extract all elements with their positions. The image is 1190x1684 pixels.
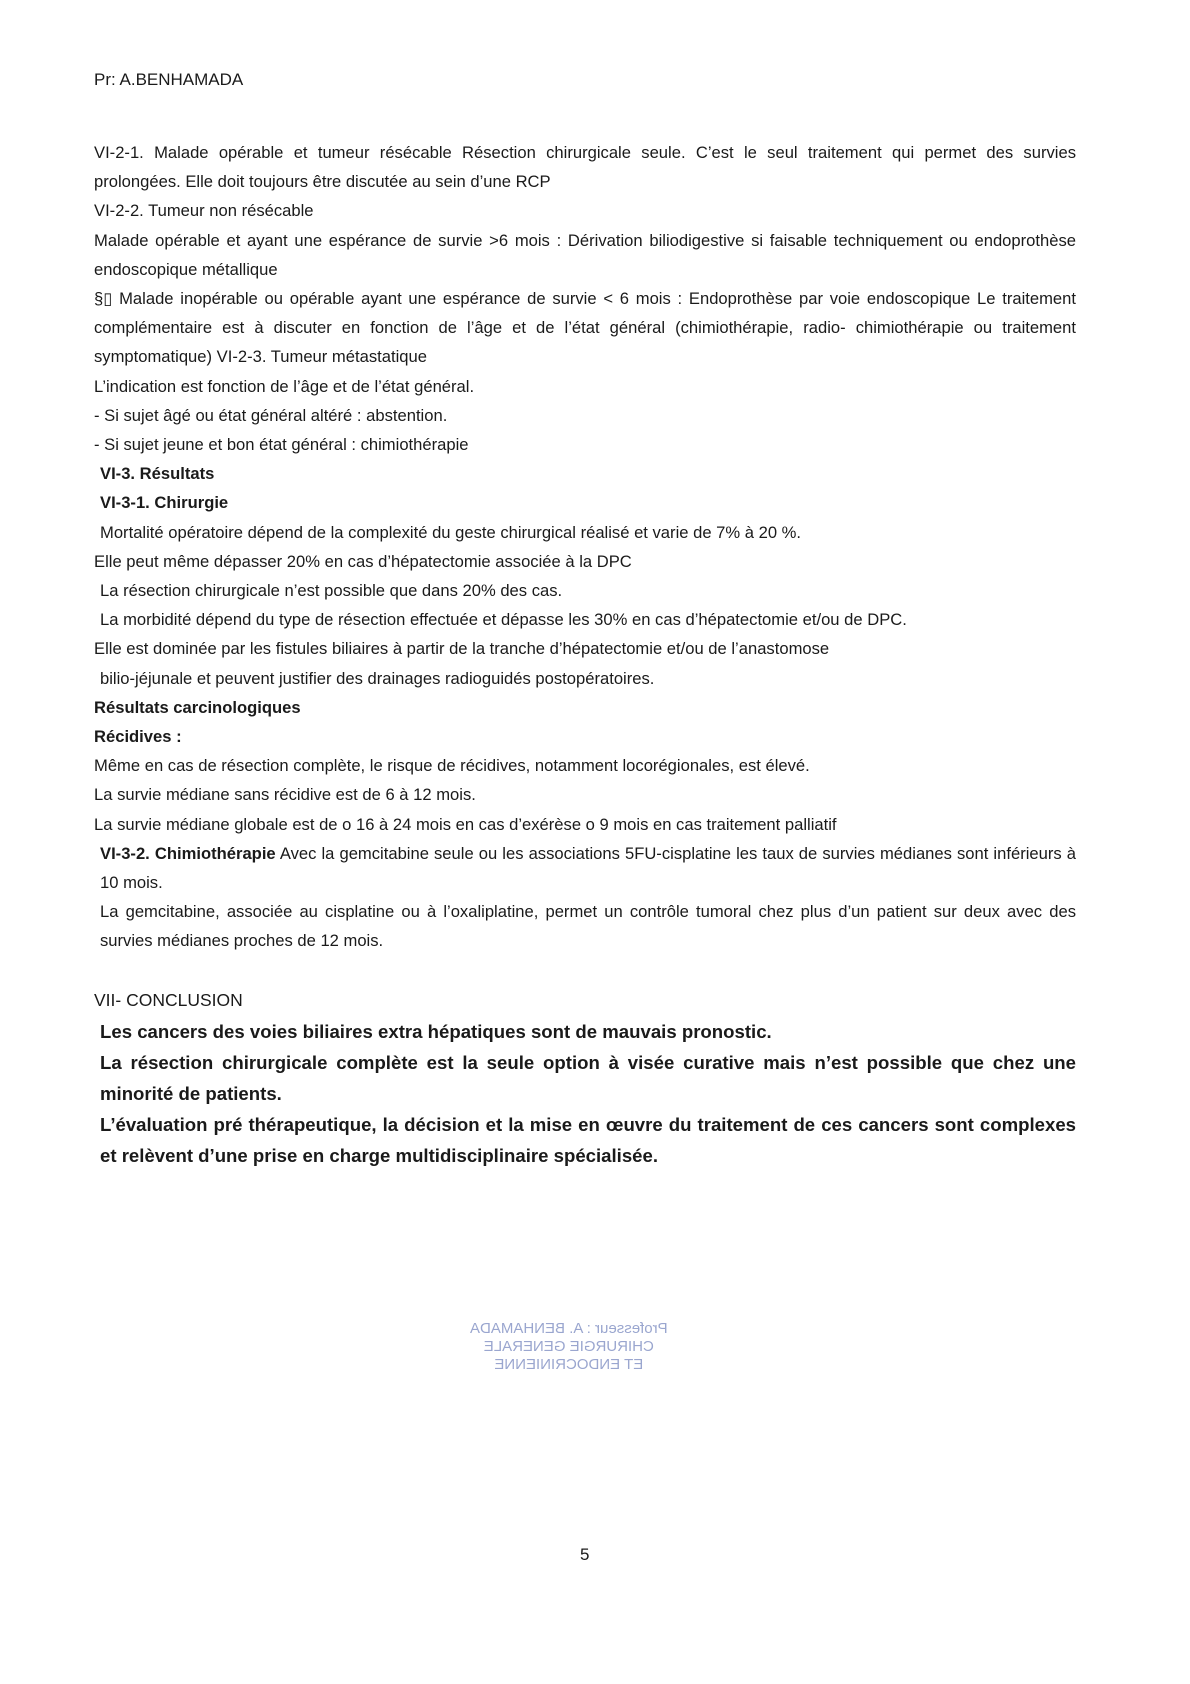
paragraph: L’indication est fonction de l’âge et de l’état général. bbox=[94, 376, 475, 396]
stamp-line: ET ENDOCRINIENNE bbox=[494, 1356, 644, 1373]
list-item: - Si sujet jeune et bon état général : chimiothérapie bbox=[94, 435, 469, 455]
paragraph: Mortalité opératoire dépend de la complexité du geste chirurgical réalisé et varie de 7% à 20 %. bbox=[100, 522, 802, 542]
paragraph bbox=[94, 839, 1076, 897]
paragraph-text: Avec la gemcitabine seule ou les associations 5FU-cisplatine les taux de survies médianes sont inférieurs à 10 mois. bbox=[100, 843, 1076, 893]
page-number: 5 bbox=[580, 1545, 590, 1564]
stamp-line: Professeur : A. BENHAMADA bbox=[470, 1320, 668, 1337]
paragraph: La survie médiane sans récidive est de 6 à 12 mois. bbox=[94, 785, 476, 805]
paragraph: La morbidité dépend du type de résection effectuée et dépasse les 30% en cas d’hépatectomie et/ou de DPC. bbox=[100, 610, 907, 630]
section-heading: VI-3-2. Chimiothérapie bbox=[100, 843, 276, 863]
conclusion-paragraph: La résection chirurgicale complète est la seule option à visée curative mais n’est possible que chez une minorité de patients. bbox=[100, 1051, 1076, 1104]
paragraph: La résection chirurgicale n’est possible que dans 20% des cas. bbox=[100, 581, 563, 601]
paragraph: Elle est dominée par les fistules biliaires à partir de la tranche d’hépatectomie et/ou de l’anastomose bbox=[94, 639, 830, 659]
conclusion-paragraph: L’évaluation pré thérapeutique, la décision et la mise en œuvre du traitement de ces cancers sont complexes et relèvent d’une prise en charge multidisciplinaire spécialisée. bbox=[100, 1113, 1076, 1166]
section-heading: VI-3-1. Chirurgie bbox=[100, 493, 229, 513]
stamp-line: CHIRURGIE GENERALE bbox=[483, 1338, 654, 1355]
conclusion-heading: VII- CONCLUSION bbox=[94, 989, 243, 1010]
author-header: Pr: A.BENHAMADA bbox=[94, 70, 244, 89]
document-body bbox=[94, 138, 1076, 1171]
paragraph: Même en cas de résection complète, le risque de récidives, notamment locorégionales, est élevé. bbox=[94, 756, 810, 776]
paragraph: Elle peut même dépasser 20% en cas d’hépatectomie associée à la DPC bbox=[94, 551, 632, 571]
conclusion-paragraph: Les cancers des voies biliaires extra hépatiques sont de mauvais pronostic. bbox=[100, 1020, 772, 1042]
paragraph: bilio-jéjunale et peuvent justifier des drainages radioguidés postopératoires. bbox=[100, 668, 655, 688]
section-heading: Récidives : bbox=[94, 727, 182, 747]
subheading: VI-2-2. Tumeur non résécable bbox=[94, 201, 314, 221]
paragraph: Malade opérable et ayant une espérance de survie >6 mois : Dérivation biliodigestive si faisable techniquement ou endoprothèse endoscopique métallique bbox=[94, 230, 1076, 279]
paragraph: La gemcitabine, associée au cisplatine ou à l’oxaliplatine, permet un contrôle tumoral chez plus d’un patient sur deux avec des survies médianes proches de 12 mois. bbox=[100, 902, 1076, 951]
list-item: - Si sujet âgé ou état général altéré : abstention. bbox=[94, 405, 448, 425]
stamp bbox=[470, 1320, 668, 1374]
section-heading: Résultats carcinologiques bbox=[94, 697, 301, 717]
paragraph: VI-2-1. Malade opérable et tumeur résécable Résection chirurgicale seule. C’est le seul traitement qui permet des survies prolongées. Elle doit toujours être discutée au sein d’une RCP bbox=[94, 143, 1076, 192]
section-heading: VI-3. Résultats bbox=[100, 464, 215, 484]
paragraph: La survie médiane globale est de o 16 à 24 mois en cas d’exérèse o 9 mois en cas traitement palliatif bbox=[94, 814, 837, 834]
paragraph: §▯ Malade inopérable ou opérable ayant une espérance de survie < 6 mois : Endoprothèse par voie endoscopique Le traitement complémentaire est à discuter en fonction de l’âge et de l’état général (chimiothérapie, radio- chimiothérapie ou traitement symptomatique) VI-2-3. Tumeur métastatique bbox=[94, 289, 1076, 367]
